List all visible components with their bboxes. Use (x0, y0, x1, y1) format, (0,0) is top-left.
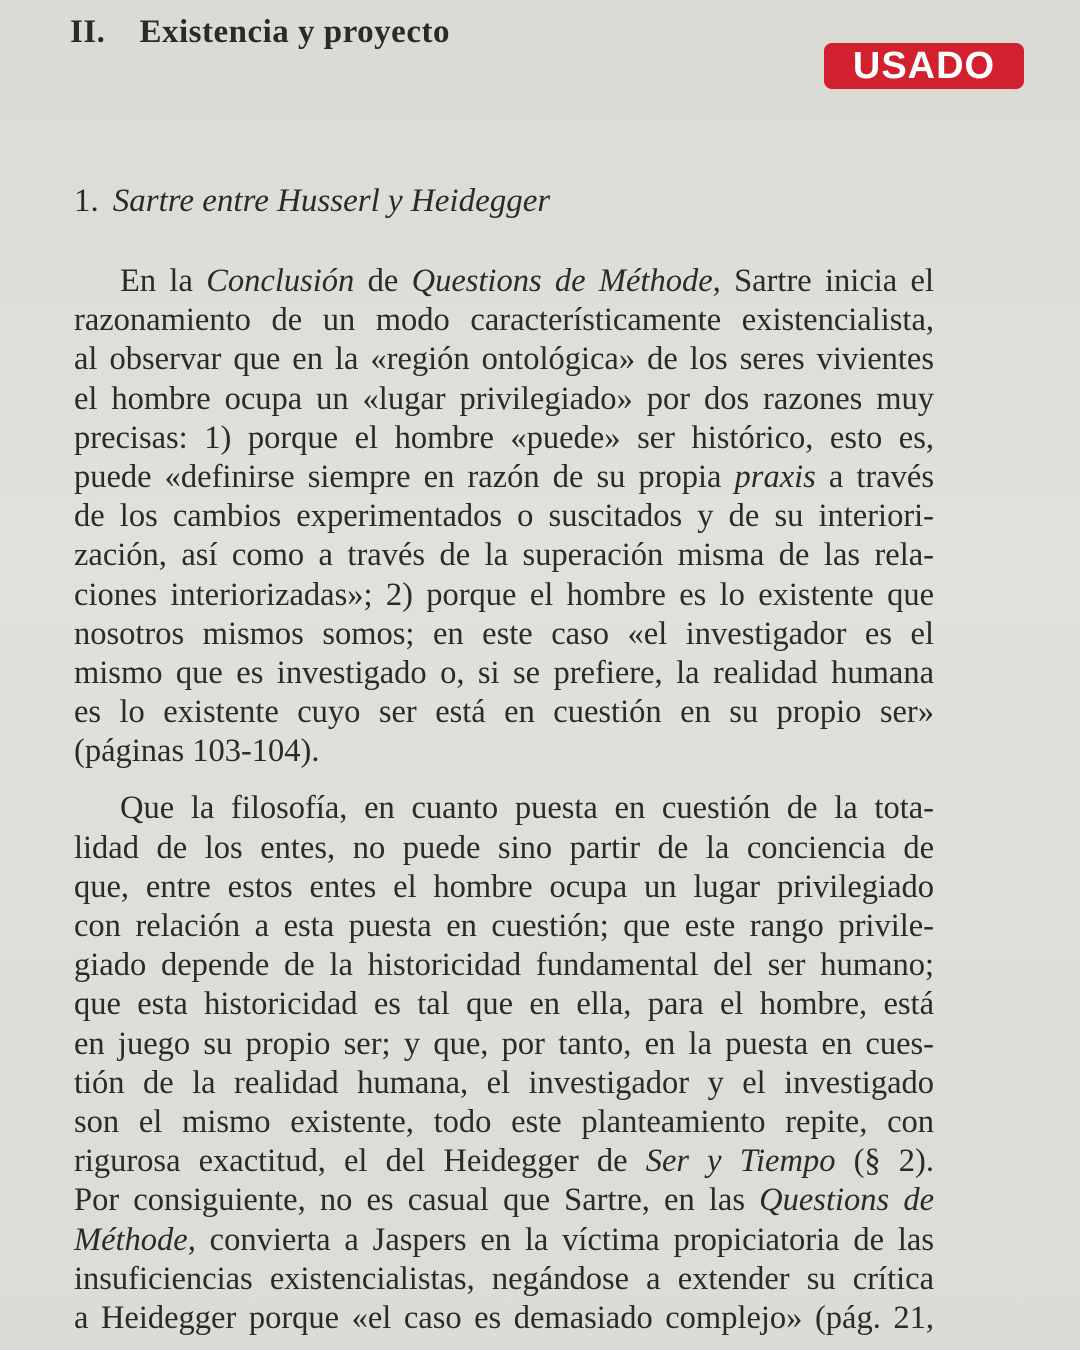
text-line: nosotros mismos somos; en este caso «el investigador es el (74, 615, 934, 652)
text-line: (páginas 103-104). (74, 733, 320, 770)
text-line: zación, así como a través de la superación misma de las rela- (74, 537, 934, 574)
chapter-header (70, 14, 450, 51)
text-line: lidad de los entes, no puede sino partir de la conciencia de (74, 829, 934, 866)
body-text (74, 262, 934, 1338)
used-badge: USADO (824, 43, 1024, 89)
text-line: giado depende de la historicidad fundamental del ser humano; (74, 947, 934, 984)
text-line: Méthode, convierta a Jaspers en la víctima propiciatoria de las (74, 1221, 934, 1258)
text-line: el hombre ocupa un «lugar privilegiado» por dos razones muy (74, 380, 934, 417)
text-line: que, entre estos entes el hombre ocupa un lugar privilegiado (74, 868, 934, 905)
text-line: son el mismo existente, todo este planteamiento repite, con (74, 1103, 934, 1140)
text-line: insuficiencias existencialistas, negándose a extender su crítica (74, 1260, 934, 1297)
text-line: que esta historicidad es tal que en ella, para el hombre, está (74, 986, 934, 1023)
text-line: razonamiento de un modo característicamente existencialista, (74, 302, 934, 339)
text-line: precisas: 1) porque el hombre «puede» ser histórico, esto es, (74, 419, 934, 456)
text-line: al observar que en la «región ontológica» de los seres vivientes (74, 341, 934, 378)
text-line: rigurosa exactitud, el del Heidegger de Ser y Tiempo (§ 2). (74, 1143, 934, 1180)
text-line: puede «definirse siempre en razón de su propia praxis a través (74, 458, 934, 495)
section-number: 1. (74, 183, 99, 219)
text-line: en juego su propio ser; y que, por tanto, en la puesta en cues- (74, 1025, 934, 1062)
chapter-number: II. (70, 14, 106, 50)
text-line: de los cambios experimentados o suscitados y de su interiori- (74, 498, 934, 535)
text-line: a Heidegger porque «el caso es demasiado complejo» (pág. 21, (74, 1299, 934, 1336)
text-line: con relación a esta puesta en cuestión; que este rango privile- (74, 908, 934, 944)
text-line: Que la filosofía, en cuanto puesta en cuestión de la tota- (120, 790, 934, 827)
text-line: tión de la realidad humana, el investigador y el investigado (74, 1064, 934, 1101)
text-line: mismo que es investigado o, si se prefiere, la realidad humana (74, 654, 934, 691)
section-heading (74, 183, 550, 220)
paragraph-gap (74, 771, 934, 789)
text-line: Por consiguiente, no es casual que Sartre, en las Questions de (74, 1182, 934, 1219)
chapter-title: Existencia y proyecto (139, 14, 450, 50)
text-line: es lo existente cuyo ser está en cuestión en su propio ser» (74, 694, 934, 731)
section-title: Sartre entre Husserl y Heidegger (112, 183, 551, 219)
text-line: ciones interiorizadas»; 2) porque el hombre es lo existente que (74, 576, 934, 613)
text-line: En la Conclusión de Questions de Méthode, Sartre inicia el (120, 263, 934, 299)
